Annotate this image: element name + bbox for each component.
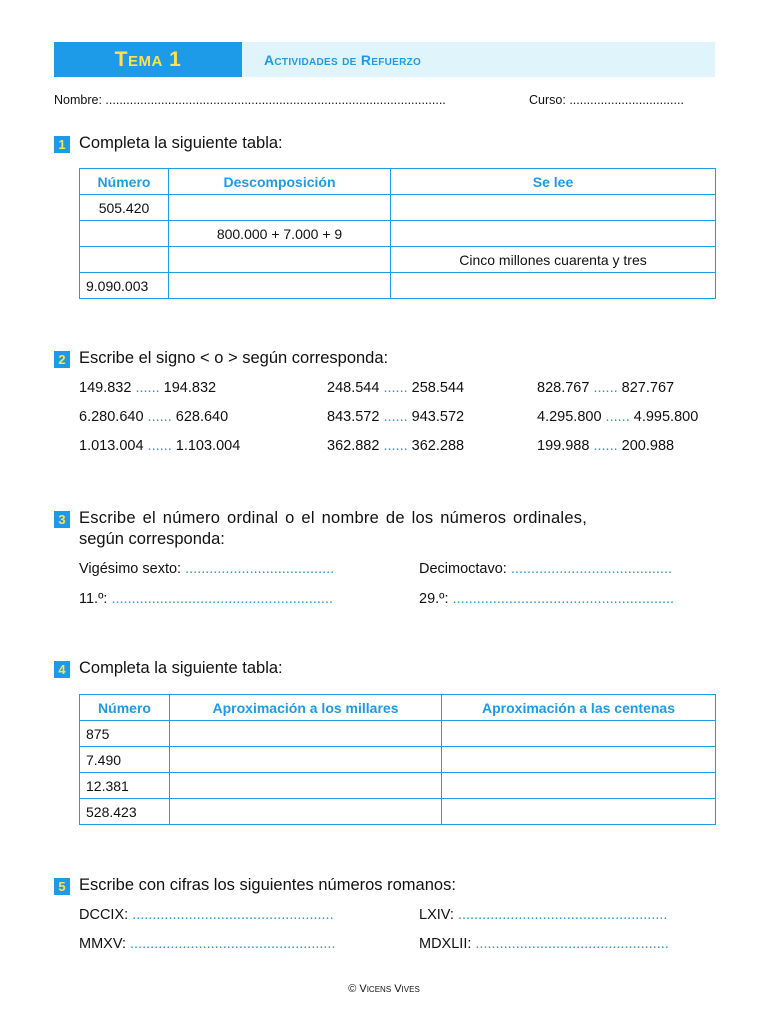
- left-number: 248.544: [327, 380, 380, 396]
- left-number: 828.767: [537, 380, 590, 396]
- table-cell: 7.490: [80, 747, 170, 773]
- table-1: [79, 168, 716, 299]
- table-cell[interactable]: [442, 747, 716, 773]
- table-cell[interactable]: [391, 195, 716, 221]
- nombre-field[interactable]: [54, 93, 446, 107]
- right-number: 4.995.800: [633, 409, 699, 425]
- comparison-item[interactable]: [537, 380, 674, 396]
- answer-dots[interactable]: ....................................................: [457, 907, 668, 923]
- curso-label: Curso:: [529, 93, 566, 107]
- comparison-item[interactable]: [327, 409, 464, 425]
- table-cell[interactable]: [169, 273, 391, 299]
- table-cell[interactable]: [391, 273, 716, 299]
- ordinal-item[interactable]: [79, 561, 334, 577]
- table-row: [80, 247, 716, 273]
- tema-banner: [54, 42, 242, 77]
- table-cell: 505.420: [80, 195, 169, 221]
- comparison-item[interactable]: [79, 409, 228, 425]
- answer-dots[interactable]: .....................................: [185, 561, 335, 577]
- roman-label: MMXV:: [79, 936, 126, 952]
- ordinal-item[interactable]: [419, 591, 674, 607]
- comparison-item[interactable]: [327, 380, 464, 396]
- table-cell[interactable]: [80, 247, 169, 273]
- roman-label: LXIV:: [419, 907, 454, 923]
- comparison-item[interactable]: [79, 438, 240, 454]
- answer-dots[interactable]: .......................................................: [111, 591, 334, 607]
- exercise-4-question: Completa la siguiente tabla:: [79, 659, 283, 677]
- left-number: 1.013.004: [79, 438, 144, 454]
- left-number: 4.295.800: [537, 409, 602, 425]
- ordinal-label: 11.º:: [79, 591, 108, 607]
- roman-label: MDXLII:: [419, 936, 472, 952]
- exercise-number-4: 4: [54, 661, 70, 678]
- exercise-number-5: 5: [54, 878, 70, 895]
- sign-blank[interactable]: ......: [383, 409, 408, 425]
- right-number: 628.640: [175, 409, 229, 425]
- table-row: [80, 221, 716, 247]
- answer-dots[interactable]: ...................................................: [130, 936, 336, 952]
- roman-item[interactable]: [79, 907, 334, 923]
- table-cell[interactable]: [80, 221, 169, 247]
- table-cell[interactable]: [170, 747, 442, 773]
- exercise-5-question: Escribe con cifras los siguientes números romanos:: [79, 876, 456, 894]
- table-1-header: Se lee: [391, 169, 716, 195]
- left-number: 6.280.640: [79, 409, 144, 425]
- table-cell[interactable]: [169, 195, 391, 221]
- answer-dots[interactable]: .......................................................: [452, 591, 675, 607]
- exercise-1-question: Completa la siguiente tabla:: [79, 134, 283, 152]
- ordinal-item[interactable]: [419, 561, 672, 577]
- table-cell: 800.000 + 7.000 + 9: [169, 221, 391, 247]
- right-number: 200.988: [621, 438, 675, 454]
- table-cell[interactable]: [170, 773, 442, 799]
- ordinal-label: 29.º:: [419, 591, 449, 607]
- nombre-dots: ..................................................................................................: [105, 93, 446, 107]
- left-number: 362.882: [327, 438, 380, 454]
- table-cell[interactable]: [169, 247, 391, 273]
- right-number: 258.544: [411, 380, 465, 396]
- curso-dots: .................................: [569, 93, 684, 107]
- ordinal-label: Vigésimo sexto:: [79, 561, 182, 577]
- table-cell[interactable]: [170, 721, 442, 747]
- footer-copyright: © Vicens Vives: [348, 983, 420, 995]
- exercise-2-question: Escribe el signo < o > según corresponda:: [79, 349, 389, 367]
- tema-title: Tema 1: [114, 47, 182, 71]
- sign-blank[interactable]: ......: [147, 438, 172, 454]
- sign-blank[interactable]: ......: [383, 380, 408, 396]
- subtitle: Actividades de Refuerzo: [264, 51, 422, 68]
- roman-item[interactable]: [419, 936, 669, 952]
- exercise-3-question-line2: según corresponda:: [79, 530, 225, 548]
- table-row: [80, 195, 716, 221]
- left-number: 149.832: [79, 380, 132, 396]
- answer-dots[interactable]: ................................................: [475, 936, 669, 952]
- table-row: [80, 747, 716, 773]
- roman-item[interactable]: [79, 936, 336, 952]
- table-cell[interactable]: [442, 799, 716, 825]
- table-cell: 528.423: [80, 799, 170, 825]
- table-row: [80, 773, 716, 799]
- right-number: 1.103.004: [175, 438, 241, 454]
- subtitle-banner: [242, 42, 715, 77]
- exercise-3-question-line1: Escribe el número ordinal o el nombre de los números ordinales,: [79, 509, 588, 527]
- roman-label: DCCIX:: [79, 907, 129, 923]
- table-cell[interactable]: [170, 799, 442, 825]
- curso-field[interactable]: [529, 93, 684, 107]
- right-number: 362.288: [411, 438, 465, 454]
- table-row: [80, 799, 716, 825]
- table-4-header: Aproximación a las centenas: [442, 695, 716, 721]
- table-1-header: Número: [80, 169, 169, 195]
- sign-blank[interactable]: ......: [593, 380, 618, 396]
- exercise-number-1: 1: [54, 136, 70, 153]
- table-cell: 875: [80, 721, 170, 747]
- answer-dots[interactable]: ..................................................: [132, 907, 334, 923]
- sign-blank[interactable]: ......: [593, 438, 618, 454]
- table-row: [80, 273, 716, 299]
- table-cell: 9.090.003: [80, 273, 169, 299]
- exercise-number-2: 2: [54, 351, 70, 368]
- comparison-item[interactable]: [79, 380, 216, 396]
- ordinal-item[interactable]: [79, 591, 333, 607]
- sign-blank[interactable]: ......: [147, 409, 172, 425]
- comparison-item[interactable]: [537, 409, 698, 425]
- table-cell: 12.381: [80, 773, 170, 799]
- sign-blank[interactable]: ......: [605, 409, 630, 425]
- sign-blank[interactable]: ......: [383, 438, 408, 454]
- left-number: 199.988: [537, 438, 590, 454]
- table-1-header: Descomposición: [169, 169, 391, 195]
- right-number: 827.767: [621, 380, 675, 396]
- table-4-header: Número: [80, 695, 170, 721]
- nombre-label: Nombre:: [54, 93, 102, 107]
- table-cell[interactable]: [442, 721, 716, 747]
- exercise-number-3: 3: [54, 511, 70, 528]
- table-cell[interactable]: [442, 773, 716, 799]
- ordinal-label: Decimoctavo:: [419, 561, 507, 577]
- table-4-header: Aproximación a los millares: [170, 695, 442, 721]
- right-number: 194.832: [163, 380, 217, 396]
- sign-blank[interactable]: ......: [135, 380, 160, 396]
- table-cell[interactable]: [391, 221, 716, 247]
- left-number: 843.572: [327, 409, 380, 425]
- answer-dots[interactable]: ........................................: [510, 561, 673, 577]
- table-row: [80, 721, 716, 747]
- table-cell: Cinco millones cuarenta y tres: [391, 247, 716, 273]
- roman-item[interactable]: [419, 907, 667, 923]
- comparison-item[interactable]: [537, 438, 674, 454]
- table-4: [79, 694, 716, 825]
- right-number: 943.572: [411, 409, 465, 425]
- comparison-item[interactable]: [327, 438, 464, 454]
